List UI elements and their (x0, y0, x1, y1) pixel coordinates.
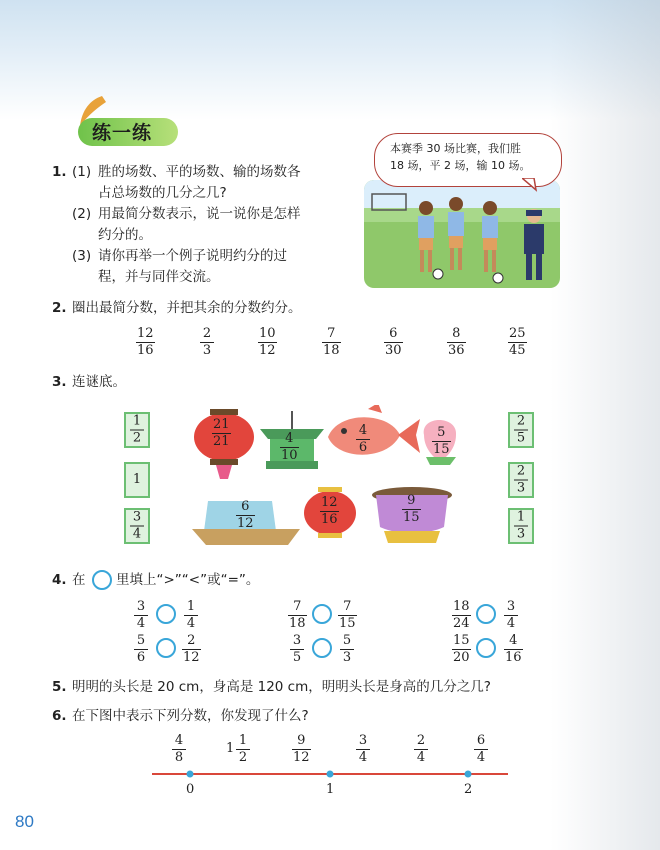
q6-mixed-whole: 1 (226, 741, 235, 756)
q4-fraction-a: 5 6 (134, 634, 148, 665)
q1-sub1-label: (1) (72, 164, 92, 180)
q4-fraction-a: 15 20 (453, 633, 470, 665)
q3-text: 连谜底。 (72, 374, 126, 390)
q1-sub3-line2: 程，并与同伴交流。 (98, 269, 220, 285)
lantern-fraction: 21 21 (213, 417, 230, 449)
q4-fraction-b: 3 4 (504, 600, 518, 631)
q5-text: 明明的头长是 20 cm，身高是 120 cm，明明头长是身高的几分之几? (72, 679, 491, 695)
soccer-illustration (364, 180, 560, 288)
left-card[interactable]: 1 (124, 462, 150, 498)
q1-sub3-line1: 请你再举一个例子说明约分的过 (98, 248, 287, 264)
q2-number: 2. (52, 300, 67, 316)
q6-fraction: 9 12 (293, 733, 310, 765)
speech-line-1: 本赛季 30 场比赛，我们胜 (390, 142, 521, 155)
compare-circle[interactable] (156, 638, 176, 658)
compare-circle[interactable] (312, 638, 332, 658)
q4-fraction-a: 7 18 (289, 599, 306, 631)
q4-fraction-b: 1 4 (184, 600, 198, 631)
q1-sub2-label: (2) (72, 206, 92, 222)
tick-1 (327, 771, 334, 778)
number-line[interactable] (150, 766, 510, 782)
q2-fraction[interactable]: 25 45 (509, 326, 526, 358)
q4-fraction-b: 7 15 (339, 599, 356, 631)
pot-fraction: 9 15 (403, 493, 420, 525)
q6-number: 6. (52, 708, 67, 724)
boat-fraction: 6 12 (237, 499, 254, 531)
left-card[interactable]: 3 4 (124, 508, 150, 544)
q1-sub2-line2: 约分的。 (98, 227, 152, 243)
q6-fraction: 4 8 (172, 734, 186, 765)
q4-fraction-b: 4 16 (505, 633, 522, 665)
section-title: 练一练 (92, 122, 153, 144)
compare-circle[interactable] (312, 604, 332, 624)
q4-fraction-a: 3 4 (134, 600, 148, 631)
q5-number: 5. (52, 679, 67, 695)
fish-fraction: 4 6 (356, 424, 370, 455)
q4-fraction-b: 5 3 (340, 634, 354, 665)
q4-fraction-a: 3 5 (290, 634, 304, 665)
tick-2 (465, 771, 472, 778)
number-line-label-2: 2 (464, 782, 473, 797)
compare-circle[interactable] (156, 604, 176, 624)
soccer-ball (433, 269, 443, 279)
speech-line-2: 18 场，平 2 场，输 10 场。 (390, 159, 531, 172)
q3-number: 3. (52, 374, 67, 390)
q2-fraction[interactable]: 7 18 (323, 326, 340, 358)
right-card[interactable]: 2 3 (508, 462, 534, 498)
red-lantern-fraction: 12 16 (321, 495, 338, 527)
q4-text-before: 在 (72, 572, 86, 588)
soccer-ball (493, 273, 503, 283)
q2-text: 圈出最简分数，并把其余的分数约分。 (72, 300, 302, 316)
q6-fraction: 6 4 (474, 734, 488, 765)
q4-fraction-b: 2 12 (183, 633, 200, 665)
q2-fraction[interactable]: 12 16 (137, 326, 154, 358)
q2-fraction[interactable]: 10 12 (259, 326, 276, 358)
speech-bubble-tail (522, 178, 542, 192)
q4-fraction-a: 18 24 (453, 599, 470, 631)
q6-fraction: 2 4 (414, 734, 428, 765)
q1-number: 1. (52, 164, 67, 180)
page-edge-shade (550, 0, 660, 850)
pagoda-fraction: 4 10 (281, 431, 298, 463)
q4-text-after: 里填上“>”“<”或“=”。 (116, 572, 260, 588)
right-card[interactable]: 1 3 (508, 508, 534, 544)
q2-fraction[interactable]: 6 30 (385, 326, 402, 358)
right-card[interactable]: 2 5 (508, 412, 534, 448)
q1-sub1-line1: 胜的场数、平的场数、输的场数各 (98, 164, 301, 180)
q1-sub3-label: (3) (72, 248, 92, 264)
fish-icon (328, 405, 420, 455)
q4-number: 4. (52, 572, 67, 588)
q2-fraction[interactable]: 2 3 (200, 327, 214, 358)
peach-fraction: 5 15 (433, 425, 450, 457)
compare-circle[interactable] (476, 604, 496, 624)
q6-fraction: 1 2 (236, 734, 250, 765)
speech-text (390, 140, 550, 174)
number-line-label-1: 1 (326, 782, 335, 797)
page-number: 80 (15, 812, 34, 831)
q1-sub1-line2: 占总场数的几分之几? (98, 185, 227, 201)
compare-circle[interactable] (476, 638, 496, 658)
q6-fraction: 3 4 (356, 734, 370, 765)
number-line-label-0: 0 (186, 782, 195, 797)
q2-fraction[interactable]: 8 36 (448, 326, 465, 358)
q4-circle-example (92, 570, 112, 590)
q1-sub2-line1: 用最简分数表示，说一说你是怎样 (98, 206, 301, 222)
left-card[interactable]: 1 2 (124, 412, 150, 448)
q6-text: 在下图中表示下列分数，你发现了什么? (72, 708, 309, 724)
tick-0 (187, 771, 194, 778)
